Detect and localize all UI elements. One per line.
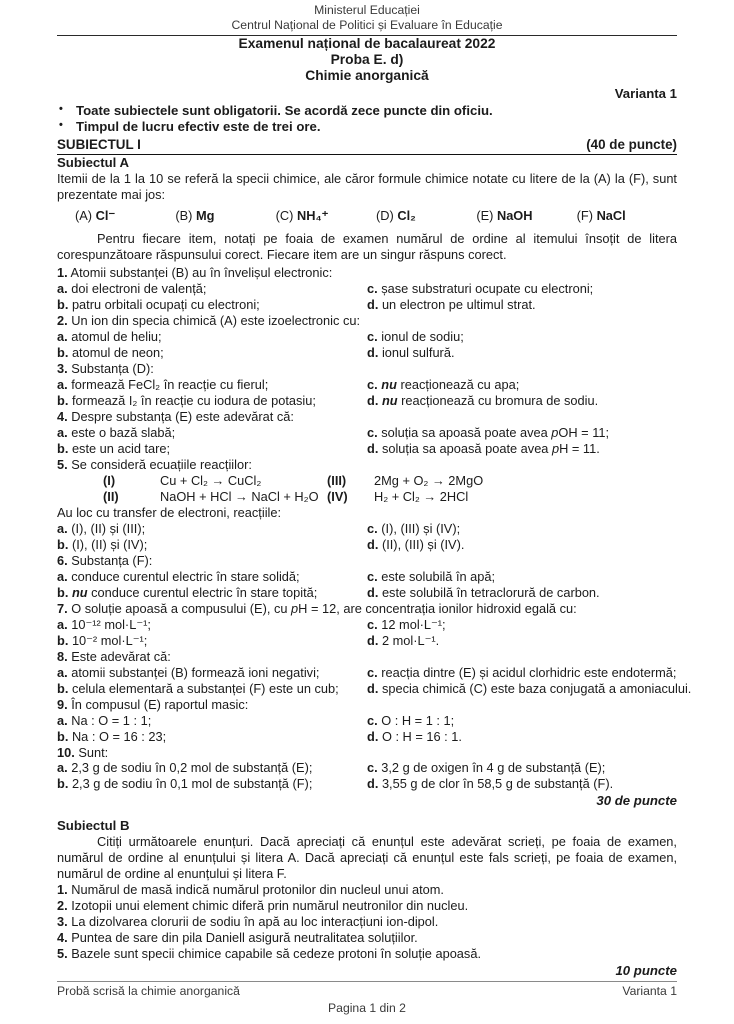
option-letter: a. <box>57 568 68 584</box>
item-option <box>367 441 677 457</box>
item-option: a. conduce curentul electric în stare solidă; <box>57 568 300 584</box>
bullet-icon: • <box>59 119 63 132</box>
subiect-a-heading: Subiectul A <box>57 154 130 170</box>
option-letter: b. <box>57 680 69 696</box>
options-grid <box>57 760 677 792</box>
item-stem-continued: Au loc cu transfer de electroni, reacțiile: <box>57 504 282 520</box>
options-grid <box>57 329 677 361</box>
species-formula: NaCl <box>596 208 626 224</box>
item-question: 1. Atomii substanței (B) au în învelișul electronic: <box>57 264 333 280</box>
item-option: b. patru orbitali ocupați cu electroni; <box>57 296 260 312</box>
points-b: 10 puncte <box>615 963 677 979</box>
item-number: 3. <box>57 360 68 376</box>
equation-numeral: (IV) <box>327 488 348 504</box>
item-option: a. atomul de heliu; <box>57 328 162 344</box>
equation-formula: Cu + Cl₂ → CuCl₂ <box>160 472 262 488</box>
option-letter: c. <box>367 664 378 680</box>
option-letter: c. <box>367 328 378 344</box>
instruction-paragraph: Pentru fiecare item, notați pe foaia de examen numărul de ordine al itemului însoțit de litera corespunzătoare răspunsului corect. Fiecare item are un singur răspuns corect. <box>57 231 677 262</box>
item-question: 9. În compusul (E) raportul masic: <box>57 696 249 712</box>
option-letter: d. <box>367 680 379 696</box>
center-line: Centrul Național de Politici și Evaluare în Educație <box>231 18 503 33</box>
item-option: a. Na : O = 1 : 1; <box>57 712 152 728</box>
species-letter: (A) <box>75 208 96 224</box>
item-option: d. ionul sulfură. <box>367 344 455 360</box>
item-option: c. șase substraturi ocupate cu electroni; <box>367 280 594 296</box>
species-formula: Cl₂ <box>397 208 416 224</box>
item-option: c. O : H = 1 : 1; <box>367 712 455 728</box>
section1-points: (40 de puncte) <box>586 136 677 152</box>
item-option: a. este o bază slabă; <box>57 424 176 440</box>
species-formula: Mg <box>195 208 215 224</box>
item-option: b. 2,3 g de sodiu în 0,1 mol de substanță (F); <box>57 776 313 792</box>
options-grid <box>57 377 677 409</box>
item-question: 3. Substanța (D): <box>57 360 154 376</box>
mcq-item <box>57 361 677 409</box>
statement: 2. Izotopii unui element chimic diferă prin numărul neutronilor din nucleu. <box>57 898 469 914</box>
text-segment: OH = 11; <box>558 424 610 440</box>
item-option: b. atomul de neon; <box>57 344 164 360</box>
statement-number: 4. <box>57 930 68 946</box>
equation-row <box>103 473 677 489</box>
item-option: b. 10⁻² mol·L⁻¹; <box>57 632 148 648</box>
option-letter: a. <box>57 616 68 632</box>
mcq-item <box>57 409 677 457</box>
text-segment: p <box>551 424 559 440</box>
text-segment: nu <box>381 376 397 392</box>
statement: 5. Bazele sunt specii chimice capabile să cedeze protoni în soluție apoasă. <box>57 946 481 962</box>
text-segment: nu <box>381 392 398 408</box>
subiect-b-intro: Citiți următoarele enunțuri. Dacă apreciați că enunțul este adevărat scrieți, pe foaia de examen, numărul de ordine al enunțului și litera A. Dacă apreciați că enunțul este fals scrieți, pe foaia de examen, numărul de ordine al enunțului și litera F. <box>57 834 677 882</box>
footer-left: Probă scrisă la chimie anorganică <box>57 983 240 998</box>
item-question: 2. Un ion din specia chimică (A) este izoelectronic cu: <box>57 312 361 328</box>
item-option: c. reacția dintre (E) și acidul clorhidric este endotermă; <box>367 664 677 680</box>
item-number: 6. <box>57 552 68 568</box>
note-text: Timpul de lucru efectiv este de trei ore. <box>76 119 321 135</box>
item-option: b. (I), (II) și (IV); <box>57 536 148 552</box>
item-option <box>57 585 367 601</box>
mcq-item <box>57 745 677 793</box>
species-item <box>476 208 576 224</box>
item-option: d. (II), (III) și (IV). <box>367 536 465 552</box>
statement-number: 3. <box>57 914 68 930</box>
items-list <box>57 264 692 792</box>
options-grid <box>57 664 692 697</box>
item-option: a. 2,3 g de sodiu în 0,2 mol de substanță (E); <box>57 760 313 776</box>
species-item <box>376 208 476 224</box>
item-option: c. ionul de sodiu; <box>367 328 464 344</box>
option-letter: b. <box>57 584 69 600</box>
item-option <box>367 425 677 441</box>
option-letter: d. <box>367 296 379 312</box>
text-segment: nu <box>71 584 88 600</box>
section1-title: SUBIECTUL I <box>57 136 141 152</box>
species-letter: (D) <box>376 208 398 224</box>
item-option <box>367 377 677 393</box>
text-segment: O soluție apoasă a compusului (E), cu <box>71 600 292 616</box>
item-number: 2. <box>57 312 68 328</box>
points-a: 30 de puncte <box>596 793 677 809</box>
item-number: 1. <box>57 264 68 280</box>
options-grid <box>57 713 677 745</box>
item-option: d. 3,55 g de clor în 58,5 g de substanță (F). <box>367 776 614 792</box>
text-segment: reacționează cu apa; <box>396 376 520 392</box>
option-letter: b. <box>57 392 69 408</box>
item-option: b. Na : O = 16 : 23; <box>57 728 167 744</box>
statement-number: 2. <box>57 898 68 914</box>
species-formula: Cl⁻ <box>95 208 116 224</box>
item-option <box>367 393 677 409</box>
equation-numeral: (III) <box>327 472 347 488</box>
equation-row <box>103 489 677 505</box>
exam-title: Examenul național de bacalaureat 2022 <box>238 35 496 51</box>
mcq-item <box>57 648 692 697</box>
equation-formula: NaOH + HCl → NaCl + H₂O <box>160 488 319 504</box>
text-segment: soluția sa apoasă poate avea <box>381 424 552 440</box>
species-item <box>75 208 175 224</box>
mcq-item <box>57 601 677 649</box>
item-option: a. formează FeCl₂ în reacție cu fierul; <box>57 376 269 392</box>
option-letter: d. <box>367 344 379 360</box>
note-item <box>57 119 677 136</box>
mcq-item <box>57 457 677 553</box>
variant-label: Varianta 1 <box>614 86 677 102</box>
item-option: a. doi electroni de valență; <box>57 280 207 296</box>
subiect-b-heading: Subiectul B <box>57 817 130 833</box>
options-grid <box>57 521 677 553</box>
option-letter: c. <box>367 424 378 440</box>
footer-row <box>57 984 677 999</box>
item-question: 8. Este adevărat că: <box>57 648 171 664</box>
item-number: 4. <box>57 408 68 424</box>
option-letter: c. <box>367 376 378 392</box>
text-segment: reacționează cu bromura de sodiu. <box>397 392 599 408</box>
item-option: c. 12 mol·L⁻¹; <box>367 616 446 632</box>
option-letter: a. <box>57 520 68 536</box>
species-item <box>175 208 275 224</box>
item-option: d. O : H = 16 : 1. <box>367 728 462 744</box>
footer-variant: Varianta 1 <box>622 983 677 998</box>
item-number: 7. <box>57 600 68 616</box>
option-letter: c. <box>367 520 378 536</box>
mcq-item <box>57 697 677 745</box>
species-formula: NaOH <box>496 208 533 224</box>
item-question: 4. Despre substanța (E) este adevărat că: <box>57 408 294 424</box>
statement: 4. Puntea de sare din pila Daniell asigură neutralitatea soluțiilor. <box>57 930 418 946</box>
equations-block <box>57 473 677 505</box>
item-question <box>57 601 677 617</box>
option-letter: d. <box>367 536 379 552</box>
option-letter: a. <box>57 760 68 776</box>
note-text: Toate subiectele sunt obligatorii. Se acordă zece puncte din oficiu. <box>76 102 493 118</box>
discipline-title: Chimie anorganică <box>305 68 429 84</box>
options-grid <box>57 425 677 457</box>
option-letter: d. <box>367 728 379 744</box>
mcq-item <box>57 553 677 601</box>
statement-number: 1. <box>57 882 68 898</box>
option-letter: d. <box>367 392 379 408</box>
statements-list <box>57 882 677 962</box>
option-letter: a. <box>57 328 68 344</box>
item-option: d. este solubilă în tetraclorură de carbon. <box>367 584 600 600</box>
text-segment: p <box>291 600 299 616</box>
option-letter: c. <box>367 760 378 776</box>
option-letter: a. <box>57 376 68 392</box>
statement: 1. Numărul de masă indică numărul protonilor din nucleul unui atom. <box>57 882 444 898</box>
item-number: 8. <box>57 648 68 664</box>
option-letter: d. <box>367 584 379 600</box>
note-item <box>57 103 677 120</box>
option-letter: c. <box>367 568 378 584</box>
option-letter: b. <box>57 776 69 792</box>
species-letter: (F) <box>576 208 597 224</box>
item-option: d. 2 mol·L⁻¹. <box>367 632 440 648</box>
footer <box>57 981 677 1017</box>
item-option: b. formează I₂ în reacție cu iodura de potasiu; <box>57 392 316 408</box>
option-letter: c. <box>367 616 378 632</box>
text-segment: H = 11. <box>559 440 600 456</box>
subiect-a-intro: Itemii de la 1 la 10 se referă la specii chimice, ale căror formule chimice notate cu litere de la (A) la (F), sunt prezentate mai jos: <box>57 171 677 203</box>
item-option: d. specia chimică (C) este baza conjugată a amoniacului. <box>367 680 692 696</box>
species-formula: NH₄⁺ <box>296 208 329 224</box>
item-option: b. celula elementară a substanței (F) este un cub; <box>57 680 339 696</box>
item-number: 9. <box>57 696 68 712</box>
equation-numeral: (I) <box>103 472 116 488</box>
text-segment: soluția sa apoasă poate avea <box>381 440 552 456</box>
statement-number: 5. <box>57 946 68 962</box>
footer-page: Pagina 1 din 2 <box>328 1000 406 1015</box>
item-option: d. un electron pe ultimul strat. <box>367 296 536 312</box>
species-item <box>577 208 677 224</box>
item-option: b. este un acid tare; <box>57 440 171 456</box>
option-letter: d. <box>367 632 379 648</box>
statement: 3. La dizolvarea clorurii de sodiu în apă au loc interacțiuni ion-dipol. <box>57 914 439 930</box>
option-letter: d. <box>367 776 379 792</box>
option-letter: c. <box>367 280 378 296</box>
notes-list <box>57 103 677 136</box>
text-segment: conduce curentul electric în stare topită; <box>87 584 318 600</box>
option-letter: a. <box>57 424 68 440</box>
mcq-item <box>57 265 677 313</box>
bullet-icon: • <box>59 102 63 115</box>
options-grid <box>57 617 677 649</box>
option-letter: c. <box>367 712 378 728</box>
species-letter: (E) <box>476 208 497 224</box>
mcq-item <box>57 313 677 361</box>
species-item <box>276 208 376 224</box>
document-header <box>57 3 677 36</box>
section1-bar <box>57 137 677 155</box>
item-option: c. este solubilă în apă; <box>367 568 496 584</box>
option-letter: a. <box>57 712 68 728</box>
proba-title: Proba E. d) <box>330 51 404 67</box>
item-number: 5. <box>57 456 68 472</box>
item-question: 6. Substanța (F): <box>57 552 153 568</box>
equation-numeral: (II) <box>103 488 119 504</box>
option-letter: d. <box>367 440 379 456</box>
item-option: c. (I), (III) și (IV); <box>367 520 461 536</box>
item-option: a. atomii substanței (B) formează ioni negativi; <box>57 664 320 680</box>
item-option: a. 10⁻¹² mol·L⁻¹; <box>57 616 151 632</box>
species-letter: (C) <box>275 208 297 224</box>
option-letter: a. <box>57 280 68 296</box>
species-row <box>57 208 677 224</box>
options-grid <box>57 569 677 601</box>
equation-formula: 2Mg + O₂ → 2MgO <box>374 472 484 488</box>
option-letter: b. <box>57 440 69 456</box>
item-question: 10. Sunt: <box>57 744 109 760</box>
species-letter: (B) <box>175 208 196 224</box>
option-letter: b. <box>57 344 69 360</box>
option-letter: b. <box>57 728 69 744</box>
equation-formula: H₂ + Cl₂ → 2HCl <box>374 488 469 504</box>
item-number: 10. <box>57 744 75 760</box>
text-segment: p <box>551 440 560 456</box>
item-question: 5. Se consideră ecuațiile reacțiilor: <box>57 456 252 472</box>
option-letter: b. <box>57 632 69 648</box>
ministry-line: Ministerul Educației <box>314 3 420 17</box>
item-option: c. 3,2 g de oxigen în 4 g de substanță (E); <box>367 760 606 776</box>
option-letter: b. <box>57 296 69 312</box>
item-option: a. (I), (II) și (III); <box>57 520 146 536</box>
option-letter: a. <box>57 664 68 680</box>
text-segment: H = 12, are concentrația ionilor hidroxid egală cu: <box>298 600 577 616</box>
options-grid <box>57 281 677 313</box>
option-letter: b. <box>57 536 69 552</box>
